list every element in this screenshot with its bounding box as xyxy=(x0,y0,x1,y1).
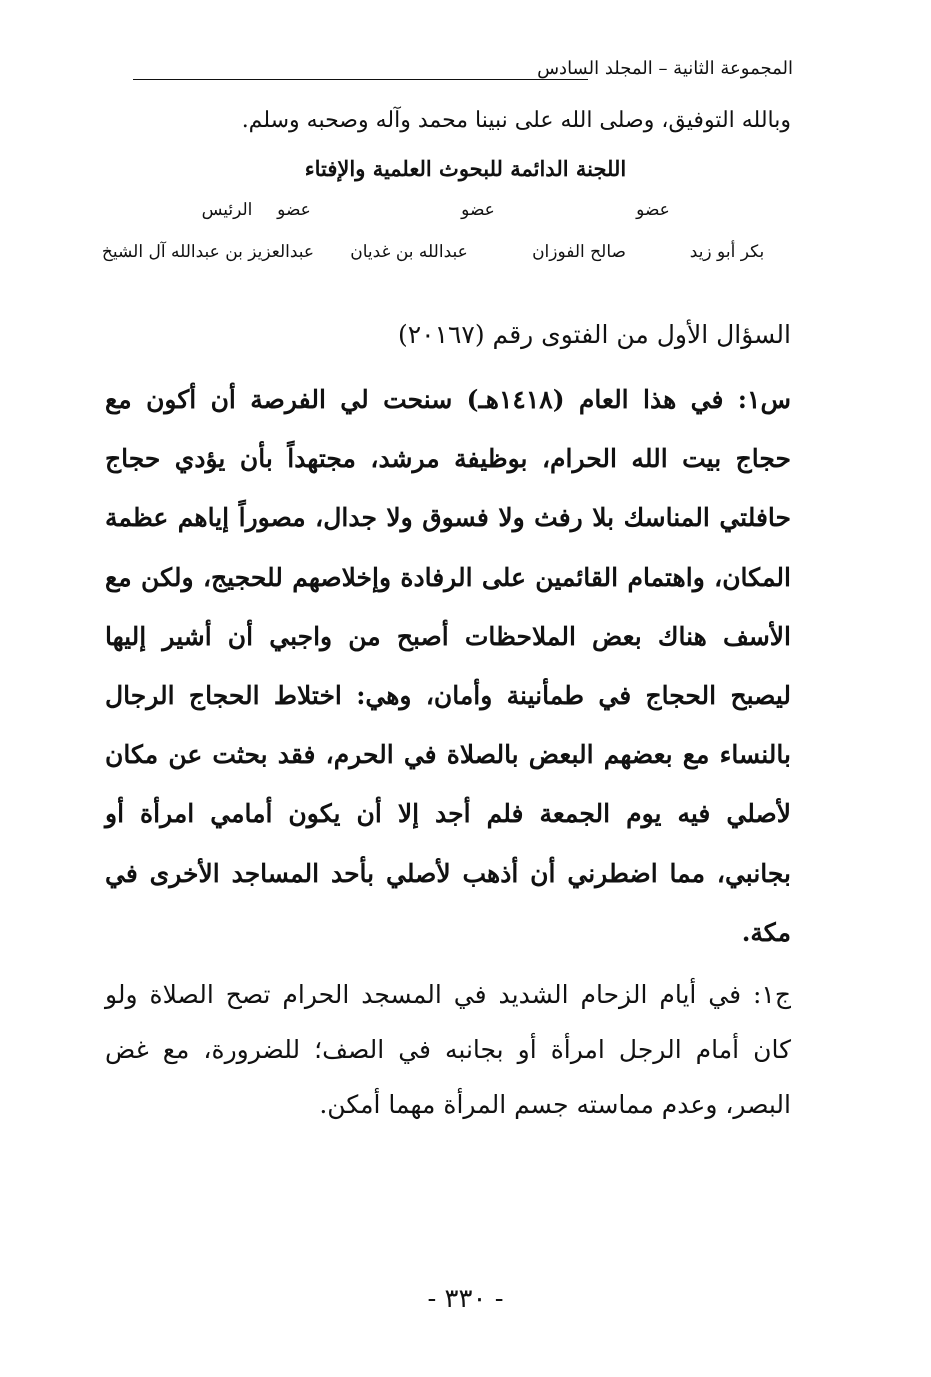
closing-line: وبالله التوفيق، وصلى الله على نبينا محمد وآله وصحبه وسلم. xyxy=(241,108,791,133)
member-role: عضو xyxy=(461,200,495,220)
running-header xyxy=(133,58,793,90)
header-rule xyxy=(133,79,588,80)
member-name: بكر أبو زيد xyxy=(689,242,765,262)
question-title: السؤال الأول من الفتوى رقم (٢٠١٦٧) xyxy=(397,320,791,349)
answer-text: ج١: في أيام الزحام الشديد في المسجد الحرام تصح الصلاة ولو كان أمام الرجل امرأة أو بجانبه في الصف؛ للضرورة، مع غض البصر، وعدم مماسته جسم المرأة مهما أمكن. xyxy=(105,980,791,1119)
committee-title: اللجنة الدائمة للبحوث العلمية والإفتاء xyxy=(304,156,627,181)
member-role: الرئيس xyxy=(201,200,253,220)
member-name: صالح الفوزان xyxy=(532,242,626,262)
page-number: - ٣٣٠ - xyxy=(427,1284,504,1314)
member-role: عضو xyxy=(636,200,670,220)
running-title: المجموعة الثانية – المجلد السادس xyxy=(537,58,793,79)
question-text: س١: في هذا العام (١٤١٨هـ) سنحت لي الفرصة أن أكون مع حجاج بيت الله الحرام، بوظيفة مرشد، مجتهداً بأن يؤدي حجاج حافلتي المناسك بلا رفث ولا فسوق ولا جدال، مصوراً إياهم عظمة المكان، واهتمام القائمين على الرفادة وإخلاصهم للحجيج، ولكن مع الأسف هناك بعض الملاحظات أصبح من واجبي أن أشير إليها ليصبح الحجاج في طمأنينة وأمان، وهي: اختلاط الحجاج الرجال بالنساء مع بعضهم البعض بالصلاة في الحرم، فقد بحثت عن مكان لأصلي فيه يوم الجمعة فلم أجد إلا أن يكون أمامي امرأة أو بجانبي، مما اضطرني أن أذهب لأصلي بأحد المساجد الأخرى في مكة. xyxy=(105,385,791,947)
member-name: عبدالله بن غديان xyxy=(350,242,468,262)
member-name: عبدالعزيز بن عبدالله آل الشيخ xyxy=(101,242,315,262)
member-role: عضو xyxy=(277,200,311,220)
